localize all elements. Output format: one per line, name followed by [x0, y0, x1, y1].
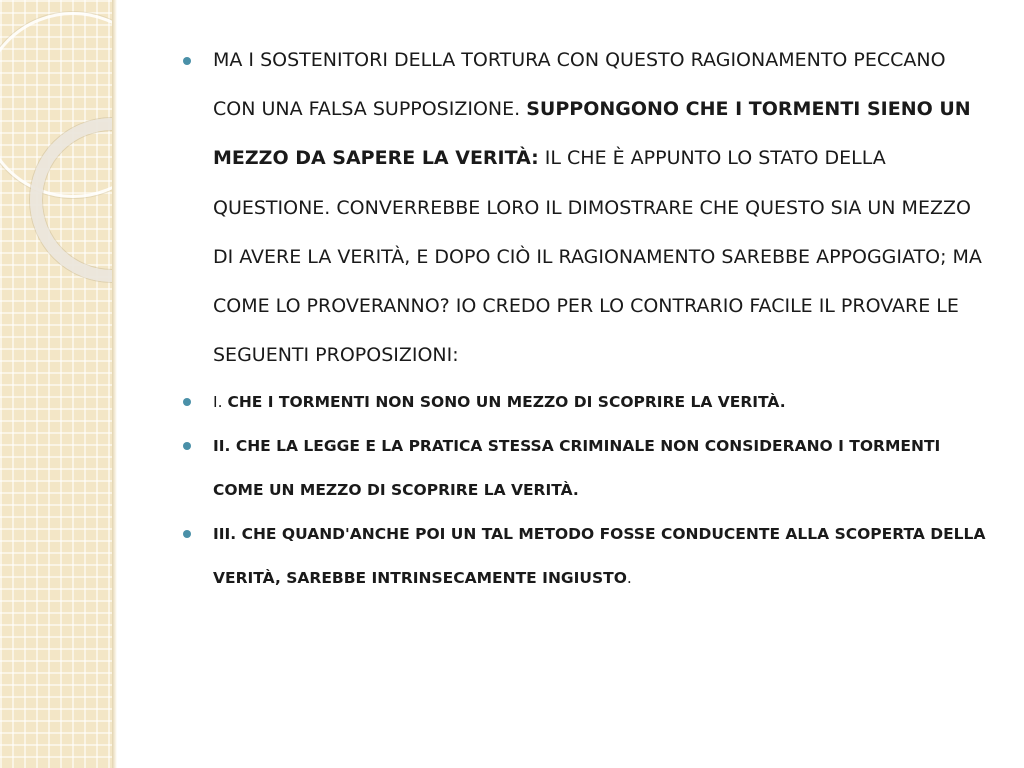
bullet-paragraph-1 [176, 36, 991, 380]
bullet-paragraph-3 [176, 424, 991, 512]
slide-body [176, 36, 991, 600]
bullet-paragraph-2 [176, 380, 991, 424]
paragraph-bold-text: SUPPONGONO CHE I TORMENTI SIENO UN MEZZO DA SAPERE LA VERITÀ: [213, 98, 971, 170]
paragraph-bold-text: CHE I TORMENTI NON SONO UN MEZZO DI SCOPRIRE LA VERITÀ. [227, 393, 786, 412]
sidebar-edge [112, 0, 117, 768]
bullet-dot-icon [183, 530, 191, 538]
paragraph-prefix: I. [213, 393, 228, 412]
paragraph-text: MA I SOSTENITORI DELLA TORTURA CON QUESTO RAGIONAMENTO PECCANO CON UNA FALSA SUPPOSIZIONE. [213, 49, 946, 121]
paragraph-bold-text: II. CHE LA LEGGE E LA PRATICA STESSA CRIMINALE NON CONSIDERANO I TORMENTI COME UN MEZZO DI SCOPRIRE LA VERITÀ. [213, 437, 941, 500]
bullet-dot-icon [183, 57, 191, 65]
paragraph-text: IL CHE È APPUNTO LO STATO DELLA QUESTIONE. CONVERREBBE LORO IL DIMOSTRARE CHE QUESTO SIA UN MEZZO DI AVERE LA VERITÀ, E DOPO CIÒ IL RAGIONAMENTO SAREBBE APPOGGIATO; MA COME LO PROVERANNO? IO CREDO PER LO CONTRARIO FACILE IL PROVARE LE SEGUENTI PROPOSIZIONI: [213, 147, 982, 367]
bullet-paragraph-4 [176, 512, 991, 600]
bullet-dot-icon [183, 442, 191, 450]
bullet-dot-icon [183, 398, 191, 406]
paragraph-bold-text: III. CHE QUAND'ANCHE POI UN TAL METODO FOSSE CONDUCENTE ALLA SCOPERTA DELLA VERITÀ, SAREBBE INTRINSECAMENTE INGIUSTO [213, 525, 986, 588]
decorative-sidebar [0, 0, 112, 768]
paragraph-suffix: . [626, 569, 632, 588]
